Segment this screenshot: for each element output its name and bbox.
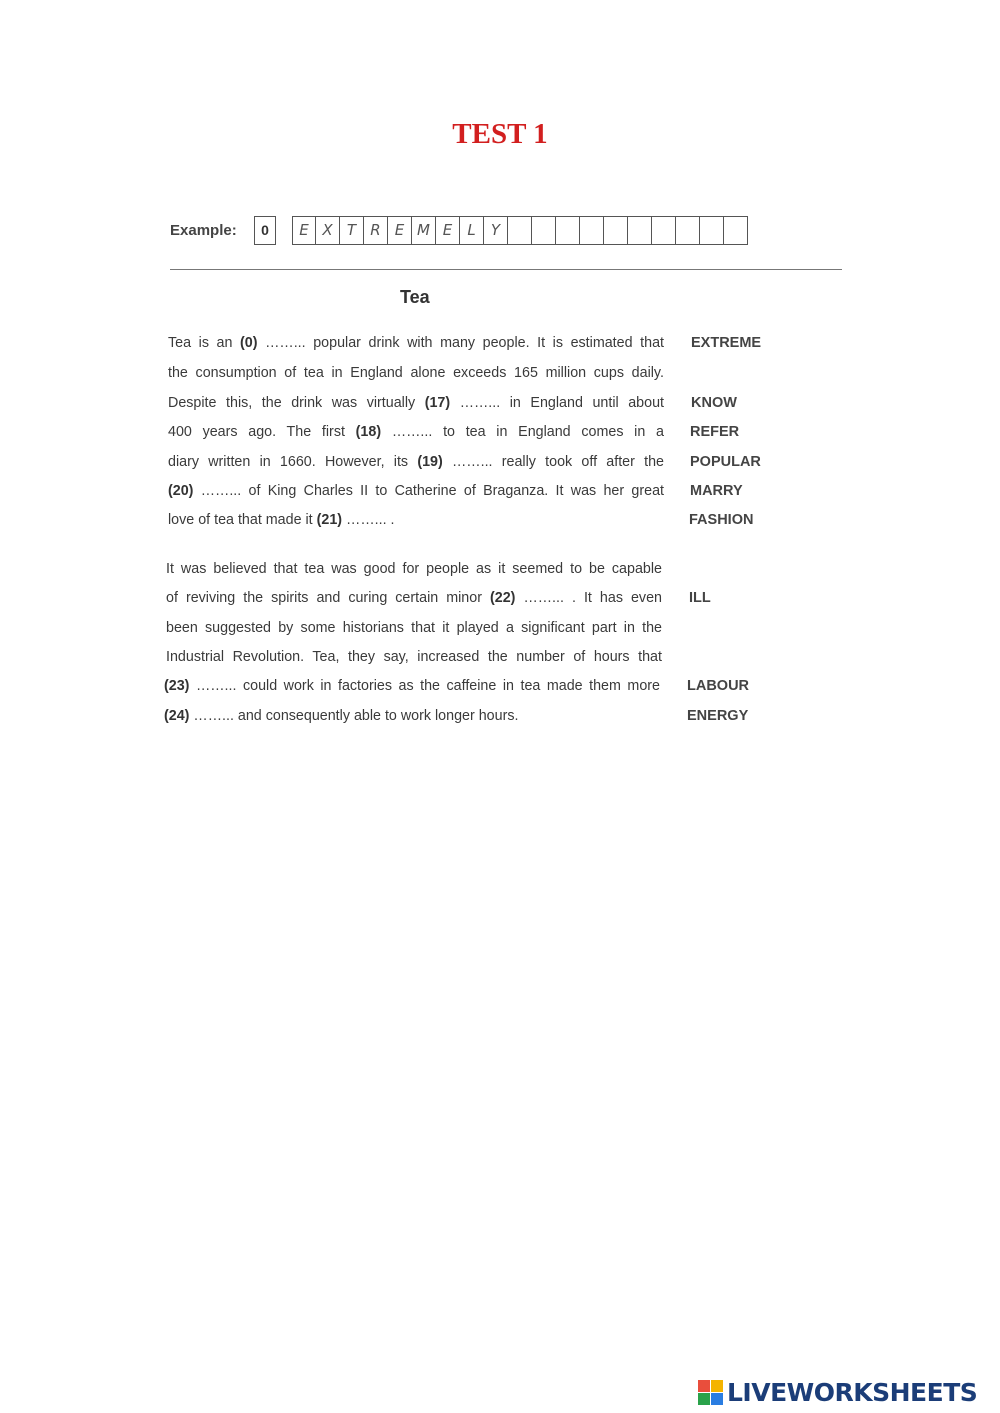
passage-line: Tea is an (0) ……... popular drink with many people. It is estimated that bbox=[168, 335, 664, 351]
keyword-extreme: EXTREME bbox=[691, 335, 762, 351]
passage-title: Tea bbox=[400, 287, 430, 307]
passage-line: It was believed that tea was good for people as it seemed to be capable bbox=[166, 561, 662, 577]
liveworksheets-logo bbox=[698, 1378, 977, 1407]
passage-line: been suggested by some historians that it played a significant part in the bbox=[166, 620, 662, 636]
keyword-know: KNOW bbox=[691, 395, 737, 411]
logo-text: LIVEWORKSHEETS bbox=[727, 1378, 978, 1407]
passage-line: diary written in 1660. However, its (19) ……... really took off after the bbox=[168, 454, 665, 470]
example-letter-cell: T bbox=[340, 216, 364, 245]
example-letter-cell bbox=[700, 216, 724, 245]
passage-line: (24) ……... and consequently able to work longer hours. bbox=[164, 708, 519, 724]
example-letter-cell bbox=[676, 216, 700, 245]
passage-line: the consumption of tea in England alone exceeds 165 million cups daily. bbox=[168, 365, 664, 381]
example-row bbox=[170, 214, 748, 246]
example-letter-cell: X bbox=[316, 216, 340, 245]
example-letter-cell bbox=[724, 216, 748, 245]
divider-line bbox=[170, 269, 842, 270]
example-letter-cell bbox=[556, 216, 580, 245]
passage-line: 400 years ago. The first (18) ……... to tea in England comes in a bbox=[168, 424, 664, 440]
keyword-ill: ILL bbox=[689, 590, 711, 606]
keyword-energy: ENERGY bbox=[687, 708, 749, 724]
example-letter-cell bbox=[652, 216, 676, 245]
example-letter-cell bbox=[580, 216, 604, 245]
example-letter-cell: E bbox=[388, 216, 412, 245]
passage-line: (20) ……... of King Charles II to Catherine of Braganza. It was her great bbox=[168, 483, 664, 499]
passage-line: Industrial Revolution. Tea, they say, increased the number of hours that bbox=[166, 649, 662, 665]
example-letter-cell: E bbox=[436, 216, 460, 245]
example-letter-cell: M bbox=[412, 216, 436, 245]
example-letter-cell: R bbox=[364, 216, 388, 245]
example-letter-cells bbox=[292, 216, 748, 245]
keyword-popular: POPULAR bbox=[690, 454, 761, 470]
example-letter-cell bbox=[532, 216, 556, 245]
passage-line: love of tea that made it (21) ……... . bbox=[168, 512, 395, 528]
example-letter-cell: L bbox=[460, 216, 484, 245]
passage-line: Despite this, the drink was virtually (17) ……... in England until about bbox=[168, 395, 664, 411]
example-letter-cell bbox=[604, 216, 628, 245]
example-letter-cell bbox=[628, 216, 652, 245]
keyword-refer: REFER bbox=[690, 424, 740, 440]
logo-squares-icon bbox=[698, 1380, 723, 1405]
example-letter-cell bbox=[508, 216, 532, 245]
keyword-marry: MARRY bbox=[690, 483, 743, 499]
passage-line: of reviving the spirits and curing certain minor (22) ……... . It has even bbox=[166, 590, 662, 606]
passage-line: (23) ……... could work in factories as the caffeine in tea made them more bbox=[164, 678, 660, 694]
example-label: Example: bbox=[170, 221, 237, 239]
example-letter-cell: Y bbox=[484, 216, 508, 245]
example-letter-cell: E bbox=[292, 216, 316, 245]
example-number-box: 0 bbox=[254, 216, 276, 245]
keyword-labour: LABOUR bbox=[687, 678, 750, 694]
page-title: TEST 1 bbox=[452, 118, 548, 150]
keyword-fashion: FASHION bbox=[689, 512, 754, 528]
